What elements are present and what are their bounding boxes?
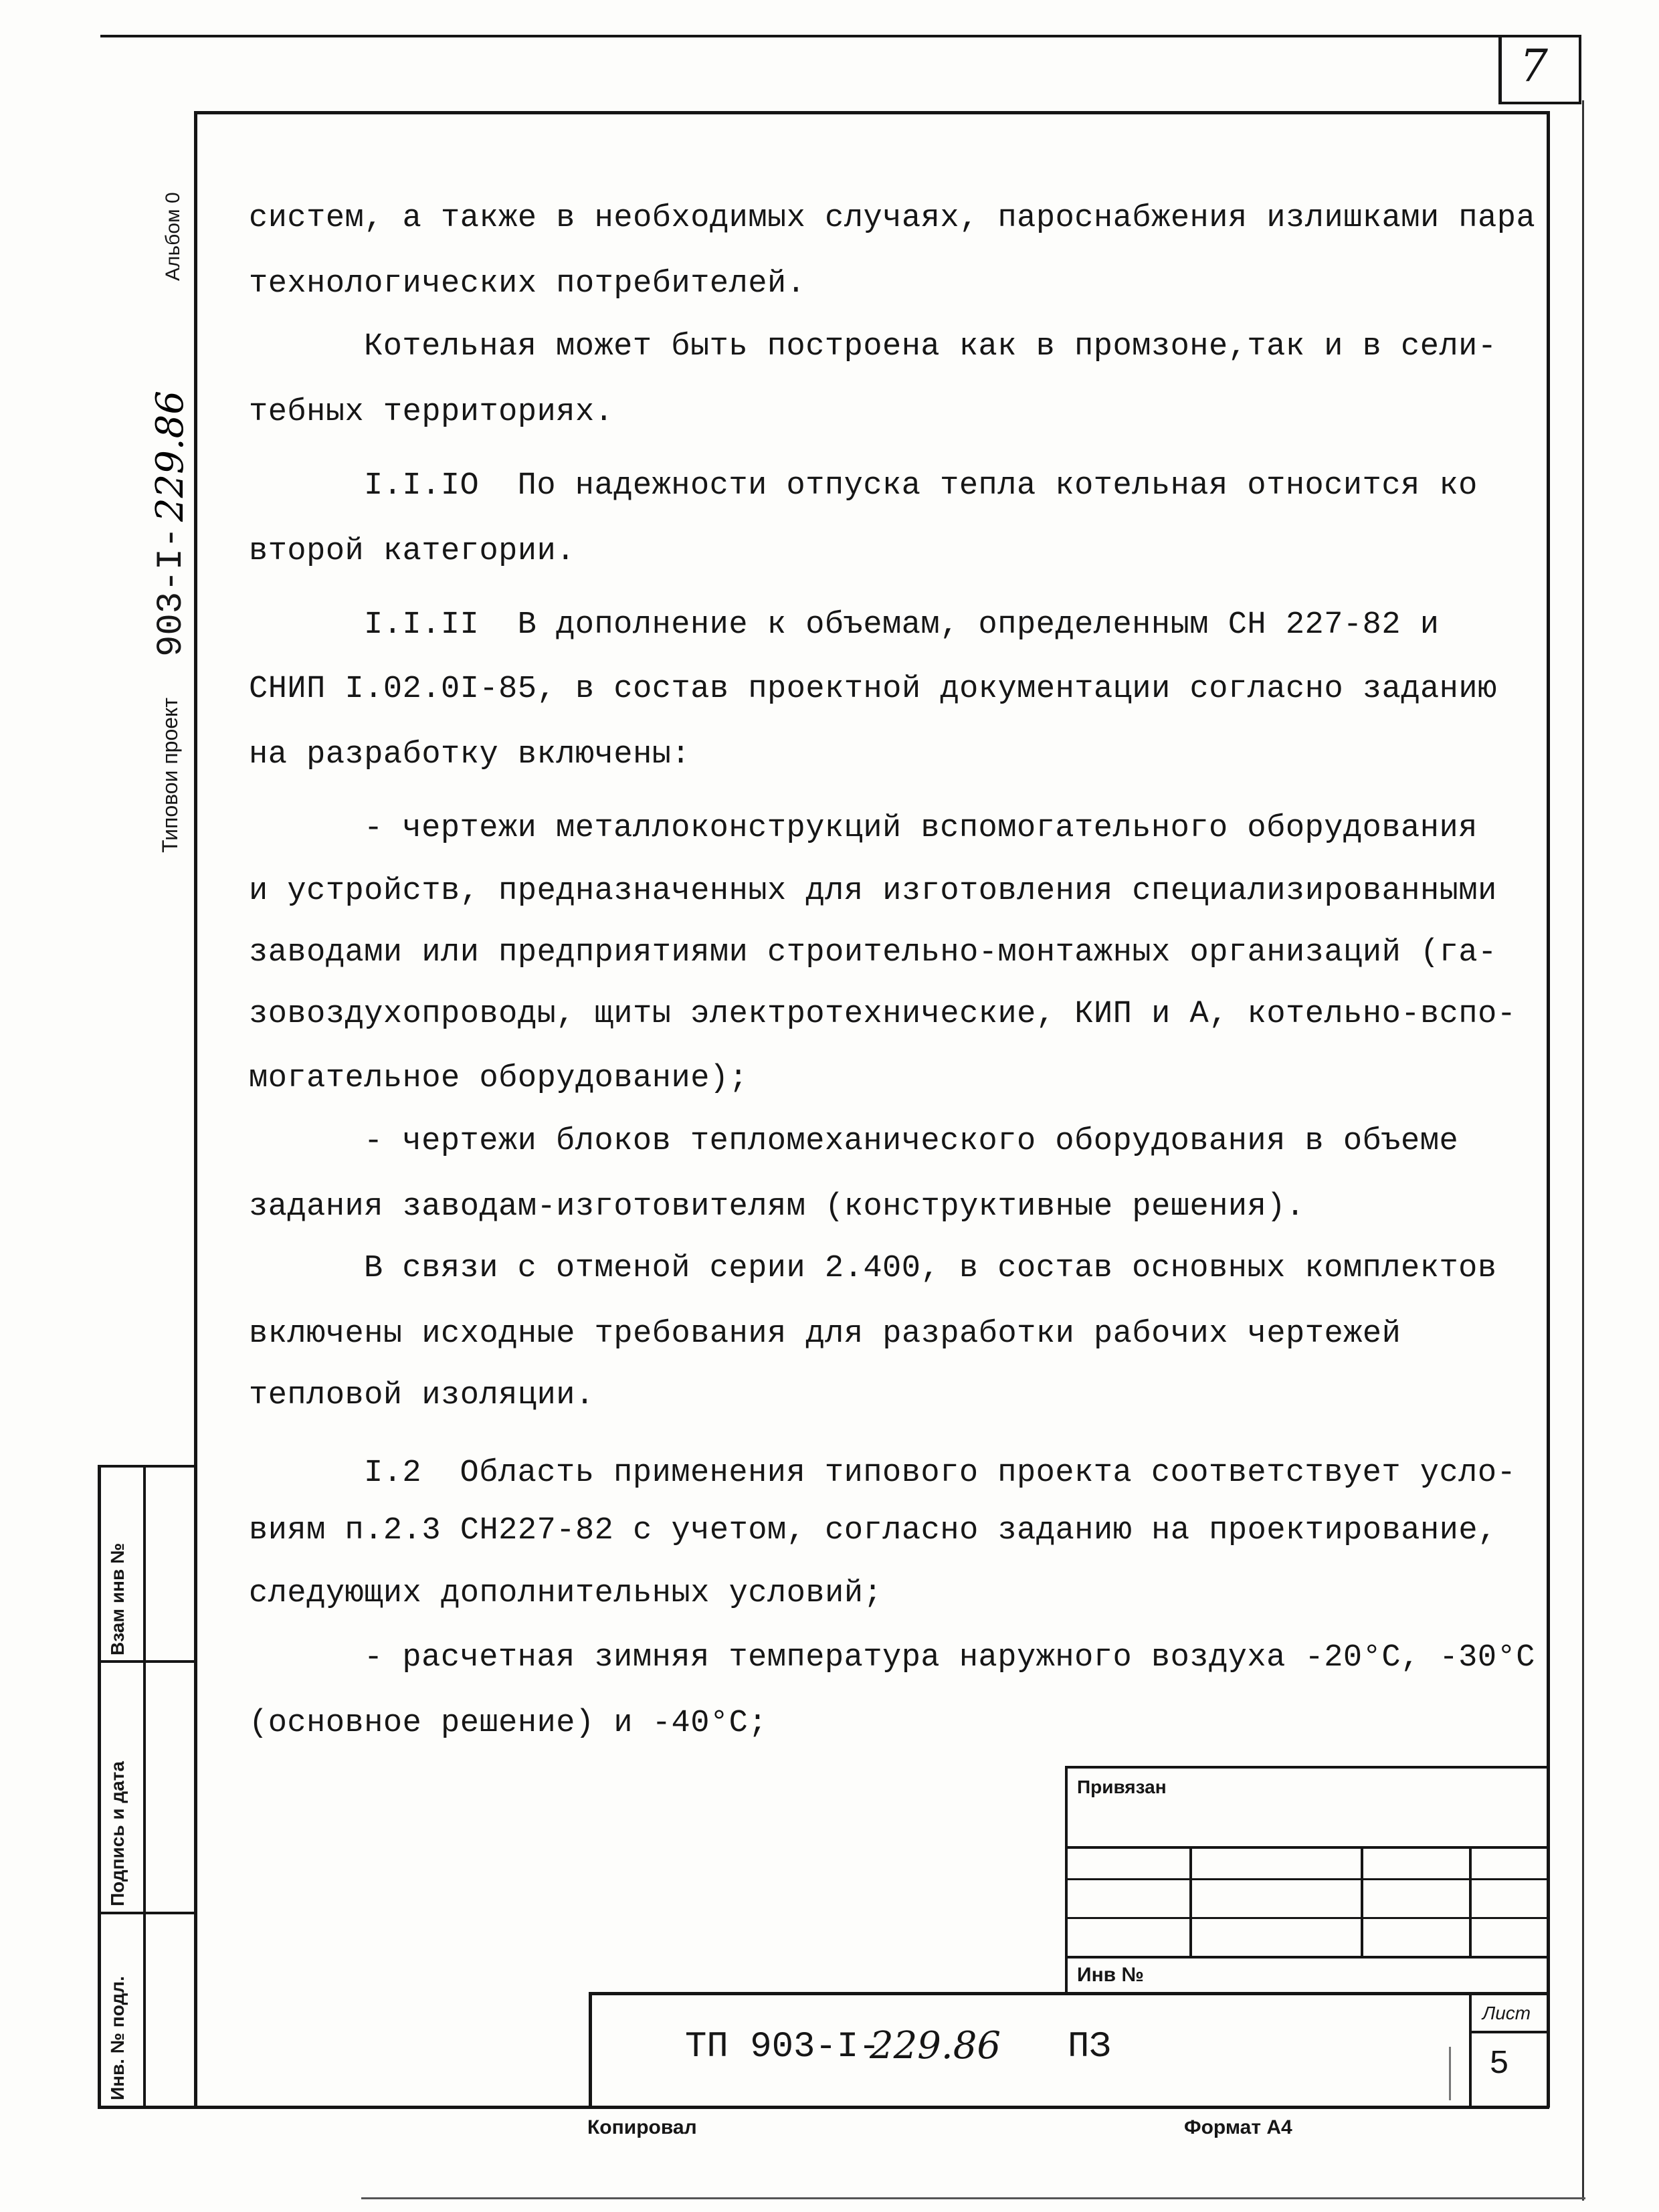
body-line: СНИП I.02.0I-85, в состав проектной документации согласно заданию — [249, 672, 1497, 707]
body-line: и устройств, предназначенных для изготовления специализированными — [249, 874, 1497, 909]
title-block-sheet-col — [1469, 1992, 1472, 2108]
bottom-edge — [361, 2197, 1585, 2199]
body-line: могательное оборудование); — [249, 1061, 749, 1096]
page-number-box-left — [1498, 35, 1502, 104]
binding-stamp-col-3 — [1469, 1846, 1472, 1957]
title-block-sheet-row — [1469, 2031, 1549, 2033]
body-line: систем, а также в необходимых случаях, пароснабжения излишками пара — [249, 201, 1536, 236]
frame-right — [1547, 111, 1550, 2108]
binding-stamp-top — [1065, 1766, 1548, 1769]
body-line: - расчетная зимняя температура наружного воздуха -20°С, -30°С — [364, 1640, 1535, 1676]
frame-bottom — [98, 2106, 1549, 2109]
body-line: Котельная может быть построена как в промзоне,так и в сели- — [364, 329, 1497, 365]
doc-code-handwritten: 229.86 — [870, 2024, 1001, 2068]
section-code: ПЗ — [1068, 2027, 1111, 2068]
project-code: 903-I- — [151, 526, 192, 657]
privyazan-label: Привязан — [1077, 1777, 1167, 1797]
page-number-box-bottom — [1498, 102, 1581, 104]
body-line: задания заводам-изготовителям (конструктивные решения). — [249, 1189, 1305, 1225]
doc-code: ТП 903-I- — [685, 2027, 880, 2068]
body-line: - чертежи блоков тепломеханического оборудования в объеме — [364, 1124, 1459, 1159]
binding-stamp-row-4 — [1065, 1956, 1548, 1958]
title-block-left — [589, 1992, 592, 2108]
frame-left — [194, 111, 197, 2108]
sheet-number: 5 — [1489, 2045, 1510, 2084]
body-line: технологических потребителей. — [249, 266, 806, 302]
sheet-label: Лист — [1482, 2003, 1531, 2023]
body-line: В связи с отменой серии 2.400, в состав основных комплектов — [364, 1251, 1497, 1286]
body-line: заводами или предприятиями строительно-монтажных организаций (га- — [249, 935, 1497, 971]
side-stamp-top — [98, 1465, 195, 1468]
frame-top — [195, 111, 1549, 114]
binding-stamp-row-2 — [1065, 1878, 1548, 1880]
album-label: Альбом 0 — [162, 192, 184, 281]
body-line: включены исходные требования для разработки рабочих чертежей — [249, 1316, 1401, 1352]
outer-right-edge — [1582, 100, 1584, 2201]
side-stamp-inner-left — [143, 1465, 146, 2108]
body-line: - чертежи металлоконструкций вспомогательного оборудования — [364, 811, 1478, 846]
inv-no-label: Инв № — [1077, 1964, 1144, 1986]
binding-stamp-row-1 — [1065, 1846, 1548, 1849]
body-line: I.I.IO По надежности отпуска тепла котельная относится ко — [364, 468, 1478, 504]
body-line: второй категории. — [249, 534, 575, 569]
vzam-inv-label: Взам инв № — [107, 1542, 128, 1655]
binding-stamp-col-2 — [1361, 1846, 1363, 1957]
page-number: 7 — [1520, 40, 1548, 92]
top-rule — [100, 35, 1579, 37]
title-block-top — [590, 1992, 1548, 1995]
body-line: следующих дополнительных условий; — [249, 1576, 883, 1611]
body-line: I.2 Область применения типового проекта соответствует усло- — [364, 1455, 1517, 1491]
binding-stamp-row-3 — [1065, 1917, 1548, 1919]
title-block-sheet-rule — [1449, 2047, 1451, 2100]
body-line: на разработку включены: — [249, 737, 691, 773]
body-line: тепловой изоляции. — [249, 1378, 595, 1413]
copied-label: Копировал — [587, 2116, 697, 2138]
project-label: Типовои проект — [158, 697, 182, 853]
body-line: (основное решение) и -40°С; — [249, 1706, 768, 1741]
project-code-handwritten: 229.86 — [149, 391, 192, 522]
body-line: зовоздухопроводы, щиты электротехнические, КИП и А, котельно-вспо- — [249, 997, 1517, 1032]
side-stamp-outer-left — [98, 1465, 101, 2108]
side-stamp-divider-1 — [98, 1660, 195, 1663]
inv-podl-label: Инв. № подл. — [107, 1976, 128, 2100]
binding-stamp-col-1 — [1189, 1846, 1192, 1957]
page-number-box-right — [1579, 35, 1581, 104]
body-line: тебных территориях. — [249, 395, 614, 430]
side-stamp-divider-2 — [98, 1912, 195, 1914]
body-line: виям п.2.3 СН227-82 с учетом, согласно заданию на проектирование, — [249, 1513, 1497, 1548]
format-label: Формат А4 — [1184, 2116, 1292, 2138]
body-line: I.I.II В дополнение к объемам, определенным СН 227-82 и — [364, 607, 1440, 643]
podpis-data-label: Подпись и дата — [107, 1761, 128, 1906]
